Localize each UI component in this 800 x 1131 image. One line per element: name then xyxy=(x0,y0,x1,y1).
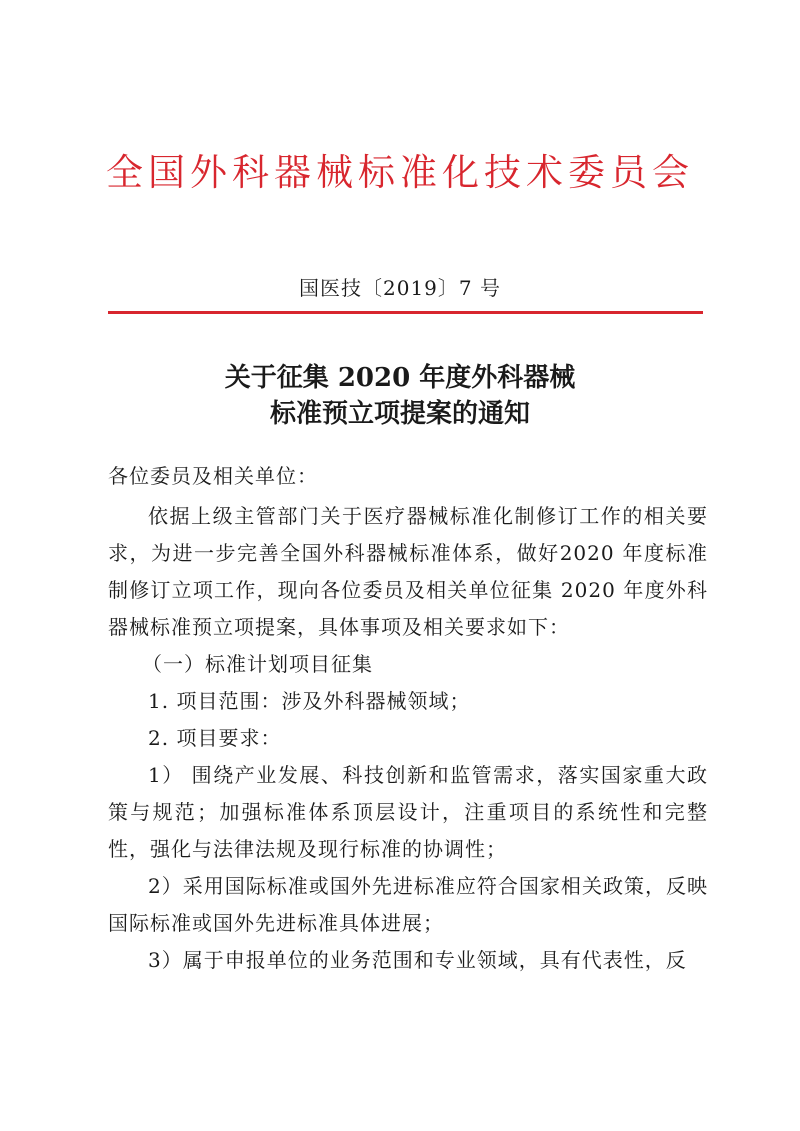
document-title xyxy=(0,360,800,432)
document-number: 国医技〔2019〕7 号 xyxy=(299,276,501,300)
list-item-requirements: 2. 项目要求： xyxy=(148,726,282,750)
intro-paragraph: 依据上级主管部门关于医疗器械标准化制修订工作的相关要求，为进一步完善全国外科器械标准体系，做好2020 年度标准制修订立项工作，现向各位委员及相关单位征集 2020 年度外科器械标准预立项提案，具体事项及相关要求如下： xyxy=(108,504,708,639)
document-body xyxy=(108,458,708,979)
list-item-scope: 1. 项目范围：涉及外科器械领域； xyxy=(148,689,471,713)
salutation: 各位委员及相关单位： xyxy=(108,464,318,488)
red-divider xyxy=(108,311,703,314)
title-line-1: 关于征集 2020 年度外科器械 xyxy=(224,363,576,393)
requirement-3: 3）属于申报单位的业务范围和专业领域，具有代表性，反 xyxy=(148,948,687,972)
requirement-2: 2）采用国际标准或国外先进标准应符合国家相关政策，反映国际标准或国外先进标准具体进展； xyxy=(108,874,708,935)
requirement-1: 1） 围绕产业发展、科技创新和监管需求，落实国家重大政策与规范；加强标准体系顶层设计，注重项目的系统性和完整性，强化与法律法规及现行标准的协调性； xyxy=(108,763,708,861)
organization-header: 全国外科器械标准化技术委员会 xyxy=(106,151,694,194)
section-heading: （一）标准计划项目征集 xyxy=(142,652,373,676)
title-line-2: 标准预立项提案的通知 xyxy=(269,399,530,429)
